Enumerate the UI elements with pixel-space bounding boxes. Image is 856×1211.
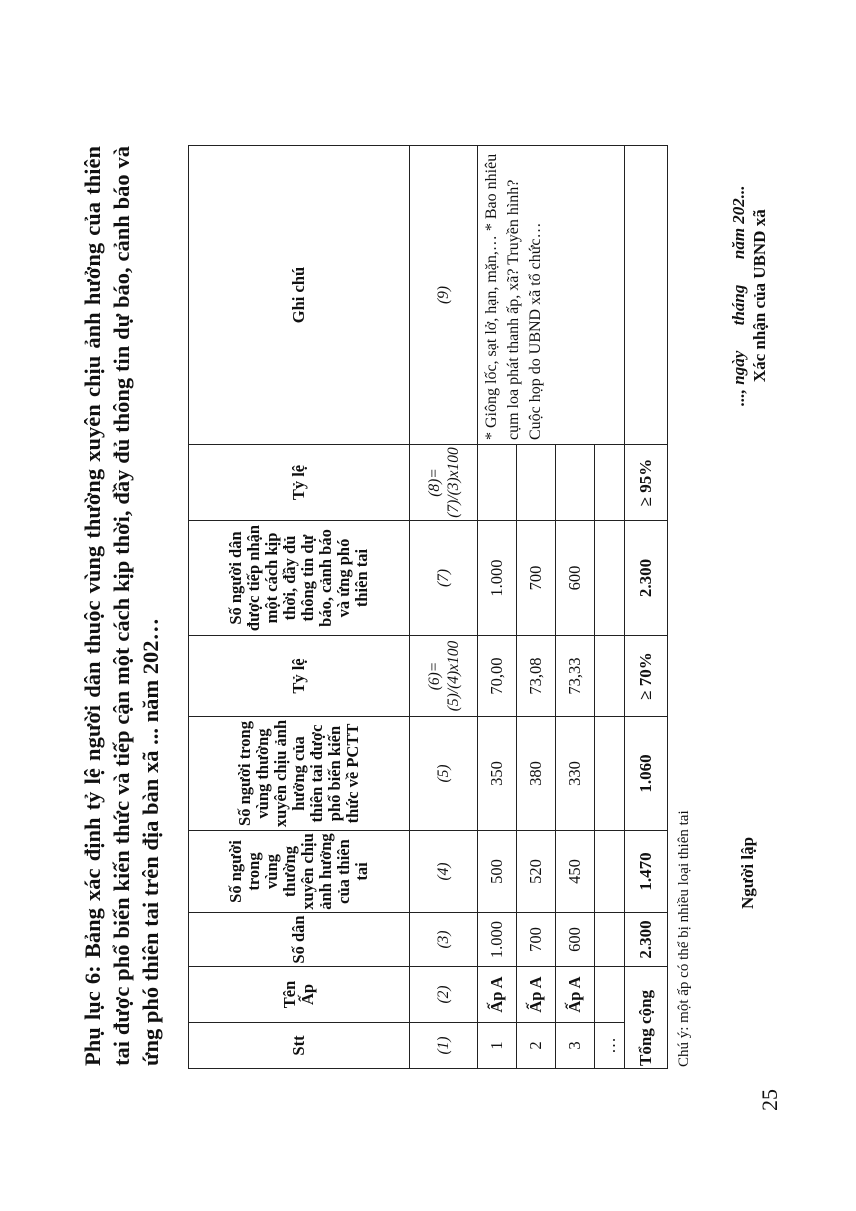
cell-c5: 330	[556, 717, 595, 831]
header-c4: Số người trong vùng thường xuyên chịu ảnh hưởng của thiên tai	[189, 831, 410, 913]
header-ghi-chu: Ghi chú	[189, 146, 410, 445]
cell-so-dan: 700	[517, 913, 556, 967]
col-num: (6)=(5)/(4)x100	[410, 636, 478, 717]
header-so-dan: Số dân	[189, 913, 410, 967]
cell-c7: 700	[517, 521, 556, 636]
col-num: (3)	[410, 913, 478, 967]
cell-c8	[517, 445, 556, 521]
total-c4: 1.470	[625, 831, 668, 913]
page-title: Phụ lục 6: Bảng xác định tỷ lệ người dân thuộc vùng thường xuyên chịu ảnh hưởng của thiên tai được phổ biến kiến thức và tiếp cận một cách kịp thời, đầy đủ thông tin dự báo, cảnh báo và ứng phó thiên tai trên địa bàn xã ... năm 202…	[80, 146, 163, 1066]
cell-stt: 1	[478, 1023, 517, 1069]
cell-c8	[556, 445, 595, 521]
cell-ap: Ấp A	[517, 967, 556, 1023]
total-c8: ≥ 95%	[625, 445, 668, 521]
cell-ap: Ấp A	[478, 967, 517, 1023]
note-cell: * Giông lốc, sạt lở, hạn, mặn,… * Bao nhiêu cụm loa phát thanh ấp, xã? Truyền hình? Cuộc họp do UBND xã tổ chức…	[478, 146, 625, 445]
col-num: (7)	[410, 521, 478, 636]
cell-stt: 2	[517, 1023, 556, 1069]
total-c5: 1.060	[625, 717, 668, 831]
cell-so-dan: 600	[556, 913, 595, 967]
header-ten-ap: Tên Ấp	[189, 967, 410, 1023]
total-label: Tổng cộng	[625, 967, 668, 1069]
date-line: ..., ngày tháng năm 202...	[729, 185, 748, 406]
header-c5: Số người trong vùng thường xuyên chịu ảnh hưởng của thiên tai được phổ biến kiến thức về PCTT	[189, 717, 410, 831]
col-num: (2)	[410, 967, 478, 1023]
cell-c7: 1.000	[478, 521, 517, 636]
signer-right: Xác nhận của UBND xã	[750, 209, 769, 383]
col-num: (1)	[410, 1023, 478, 1069]
column-number-row	[410, 146, 478, 1069]
cell-c4: 500	[478, 831, 517, 913]
cell-c6: 73,33	[556, 636, 595, 717]
cell-ap: Ấp A	[556, 967, 595, 1023]
cell-stt: 3	[556, 1023, 595, 1069]
total-c6: ≥ 70%	[625, 636, 668, 717]
data-table	[188, 145, 668, 1069]
cell-c7: 600	[556, 521, 595, 636]
page-number: 25	[757, 1089, 782, 1111]
cell-c8	[478, 445, 517, 521]
header-stt: Stt	[189, 1023, 410, 1069]
signer-left: Người lập	[738, 836, 757, 909]
col-num: (8)=(7)/(3)x100	[410, 445, 478, 521]
total-row	[625, 146, 668, 1069]
footnote: Chú ý: một ấp có thể bị nhiều loại thiên tai	[676, 810, 692, 1067]
date-signature-block	[728, 185, 770, 406]
header-row	[189, 146, 410, 1069]
cell-ellipsis: …	[595, 1023, 625, 1069]
total-so-dan: 2.300	[625, 913, 668, 967]
cell-c6: 70,00	[478, 636, 517, 717]
col-num: (9)	[410, 146, 478, 445]
cell-c6: 73,08	[517, 636, 556, 717]
cell-so-dan: 1.000	[478, 913, 517, 967]
cell-c5: 380	[517, 717, 556, 831]
col-num: (4)	[410, 831, 478, 913]
cell-c4: 450	[556, 831, 595, 913]
header-c8: Tỷ lệ	[189, 445, 410, 521]
header-c7: Số người dân được tiếp nhận một cách kịp thời, đầy đủ thông tin dự báo, cảnh báo và ứng phó thiên tai	[189, 521, 410, 636]
total-c7: 2.300	[625, 521, 668, 636]
cell-c5: 350	[478, 717, 517, 831]
col-num: (5)	[410, 717, 478, 831]
cell-c4: 520	[517, 831, 556, 913]
table-row	[478, 146, 517, 1069]
header-c6: Tỷ lệ	[189, 636, 410, 717]
